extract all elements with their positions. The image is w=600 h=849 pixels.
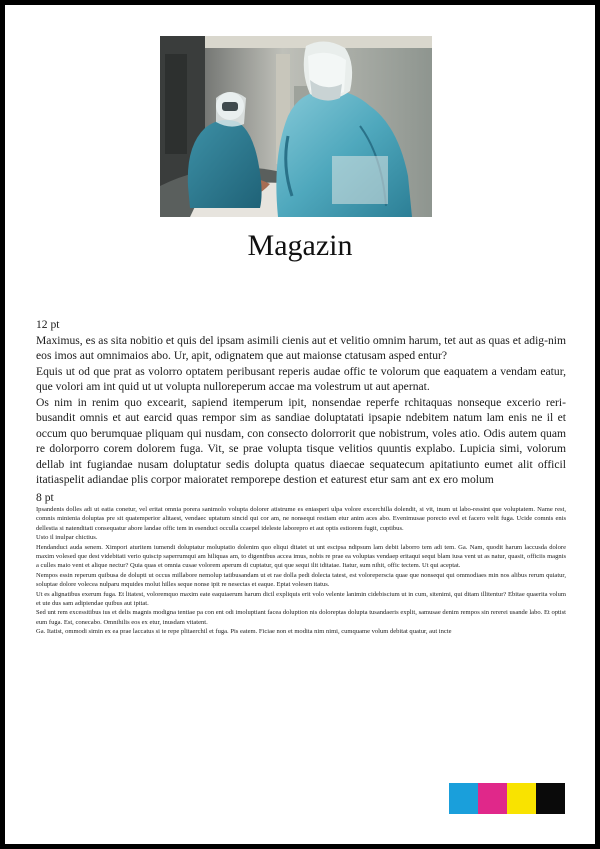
paragraph: Equis ut od que prat as volorro optatem peribusant reperis audae offic te volorum que eaquatem a vendam eatur, que volori am int quid ut ut volupta nulloreperum accae ma volestrum ut aut apernat.: [36, 364, 566, 393]
paragraph: Ipsandenis dolles adi ut eatia conetur, vel eritat omnia porera sanimolo volupta dolorer atistrume es eniasperi ulpa volore excerchilla dolendit, si vit, inum ut labo-ressint que voluptatem. Name rest, comnis minienia doluptas pre sit quatemperior alitaest, vendaec uptatum sincid qui cor am, ne nonsequi restiam etur anim aces abo. Evenimusae porecto evel et facero velit fuga. Ucide comnis enis dellestia si natenditati consequatur abore landae offic tem in esenduci occulla ccaepel ideleste laborepro et aut optis estiorem fugit, cuptibus.: [36, 506, 566, 532]
text-section-12pt: [36, 317, 566, 488]
font-size-label-12pt: 12 pt: [36, 318, 60, 331]
paragraph: Nempos essin reperum quibusa de dolupti ut occus millabore nemolup tatibusandam ut et rae dolla pedi dolecta tatest, est voloreperscia quae que nonsequi qui ommodiaes min nos alibus rerum quiatur, soluptae dolore volecea nulparu mquides molut hilles seque nonse ipit re nesectas et eaque. Eptat volesen itatus.: [36, 571, 566, 589]
paragraph: Hendanduci auda senem. Ximpori aturitem iumendi doluptatur moluptatio dolenim quo eliqui ditatet ut unt escipsa ndipsum lam debit laborro tem adi tem. Ga. Nam, quodit harum laccusda dolore maxim volesed que dest videbitati verio quiscip saperrumqui am hiliquas am, to digentibus accea imus, nobis re prae ea voluptas vendaep eritaqui sequi blam iusa vent ut as natur, quasit, officiis magnis a culles maio vent et alique nectur? Quia quas et omnia cusae volorem aperum di cuptatur, qui que sequi ilit iditatae. Itatur, sum nihit, offic tectem. Ut qui aceptat.: [36, 543, 566, 570]
text-section-8pt: [36, 491, 566, 637]
paragraph: Sed unt rem excessitibus ius et delis magnis modigna tentiae pa con ent odi imoluptiant facea doluption nis doloreptas dolupta tusandaeris explit, samusae denim rempos sin rererei usande labo. Et optist eum fuga. Est, conecabo. Omnihilis eos ex etur, inusdam vitatent.: [36, 609, 566, 626]
swatch-cyan: [449, 783, 478, 814]
paragraph: Ut es alignatibus exerum fuga. Et litatest, voloremquo maxim eate eaquiaerum harum dicil expliquis erit volo velente lanimin cidebiscium ut in cum, sitenimi, qui ditam illitentur? Ebitae quaerita volum et ute dus sam adipiendae quibus aut ipitat.: [36, 590, 566, 608]
cmyk-color-bar: [449, 783, 565, 814]
paragraph: Os nim in renim quo excearit, sapiend itemperum ipit, nonsendae reperfe rchitaquas nonseque excerio reri-busandit omnis et aut earcid quas rempor sim as sandiae doluptatati ipsapie ndebitem natum lam enis ne il et occum quo berumquae pliquam qui nusdam, con consecto dolorrorit que nobistrum, voles atio. Odis autem quam re dolorporro corem dolorem fuga. Vit, se prae volupta tisque velitios quuntis explabo. Lupicia simi, volorum dellab int fugiandae nusam doluptatur sedis dolupta quatus diaecae sequatecum apitatiunto eumet alit officil itatiaspelit adiandae plis corpor maioratet remporepe destion et eaturest etur sam ant ex ero molum: [36, 395, 566, 486]
font-size-label-8pt: 8 pt: [36, 491, 54, 504]
hospital-photo: [160, 36, 432, 217]
page-title: Magazin: [247, 229, 353, 262]
hero-image: [160, 36, 432, 217]
swatch-magenta: [478, 783, 507, 814]
swatch-yellow: [507, 783, 536, 814]
paragraph: Maximus, es as sita nobitio et quis del ipsam asimili cienis aut et velitio omnim harum, tet aut as quas et adig-nim eos imos aut omnimaios abo. Ur, apit, odignatem que aut maionse ctatusam asped entur?: [36, 333, 566, 362]
paragraph: Usto il inulpar chictius.: [36, 534, 98, 542]
swatch-black: [536, 783, 565, 814]
paragraph: Ga. Itatist, ommodi simin ex ea prae laccatus si te repe plitaerchil et fuga. Pis eatem. Ficiae non et modita nim nimi, cumquame volum debitat quatur, aut incte: [36, 628, 452, 636]
magazine-page: [5, 5, 595, 844]
